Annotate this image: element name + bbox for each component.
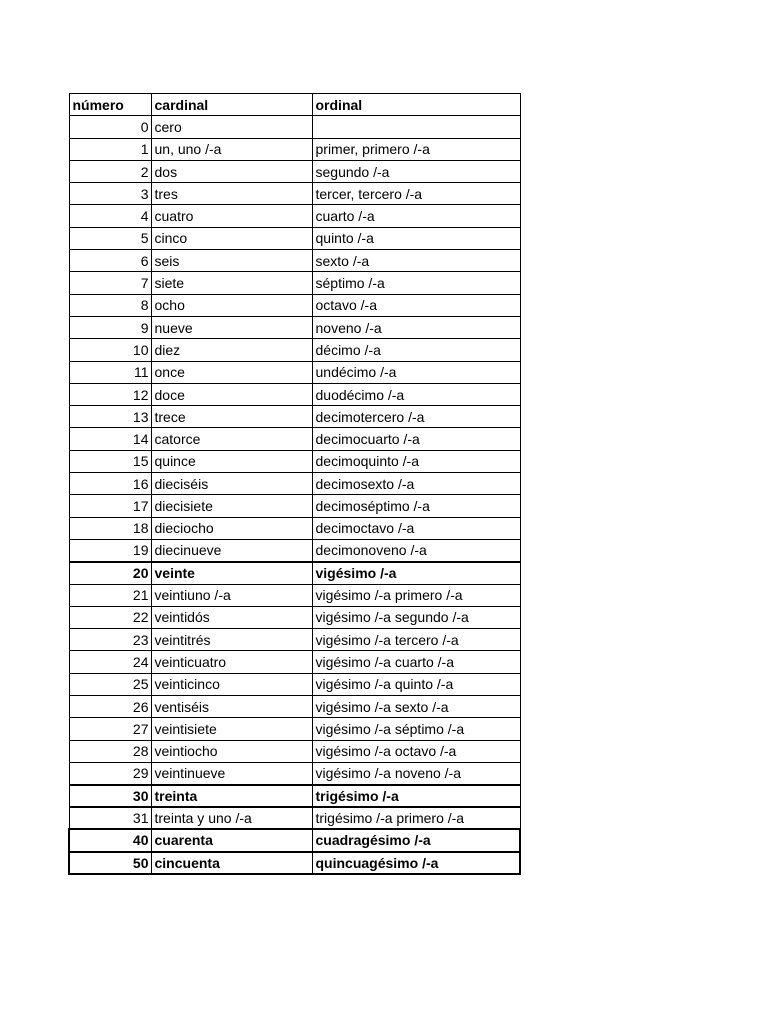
cell-numero: 18 (69, 517, 151, 539)
cell-ordinal: undécimo /-a (312, 361, 520, 383)
spreadsheet-table-container (68, 93, 519, 875)
table-body (69, 116, 520, 874)
cell-ordinal: cuarto /-a (312, 205, 520, 227)
table-row (69, 272, 520, 294)
cell-cardinal: cuatro (151, 205, 312, 227)
table-row (69, 138, 520, 160)
cell-cardinal: veintiocho (151, 740, 312, 762)
table-row (69, 294, 520, 316)
cell-numero: 6 (69, 250, 151, 272)
cell-ordinal: decimosexto /-a (312, 473, 520, 495)
cell-cardinal: veintitrés (151, 629, 312, 651)
cell-numero: 27 (69, 718, 151, 740)
cell-ordinal: quinto /-a (312, 227, 520, 249)
header-cardinal: cardinal (151, 94, 312, 116)
cell-ordinal: sexto /-a (312, 250, 520, 272)
cell-numero: 22 (69, 606, 151, 628)
table-row (69, 629, 520, 651)
cell-numero: 50 (69, 852, 151, 874)
table-row (69, 205, 520, 227)
table-row (69, 183, 520, 205)
cell-cardinal: cero (151, 116, 312, 138)
cell-cardinal: dieciséis (151, 473, 312, 495)
table-row (69, 517, 520, 539)
spanish-numbers-table (68, 93, 521, 875)
cell-cardinal: diez (151, 339, 312, 361)
cell-ordinal: vigésimo /-a (312, 562, 520, 584)
cell-ordinal: vigésimo /-a cuarto /-a (312, 651, 520, 673)
cell-cardinal: quince (151, 450, 312, 472)
cell-numero: 0 (69, 116, 151, 138)
cell-numero: 20 (69, 562, 151, 584)
cell-ordinal: decimoséptimo /-a (312, 495, 520, 517)
cell-cardinal: dieciocho (151, 517, 312, 539)
cell-numero: 29 (69, 762, 151, 784)
table-row (69, 696, 520, 718)
table-row (69, 450, 520, 472)
table-row (69, 718, 520, 740)
cell-cardinal: un, uno /-a (151, 138, 312, 160)
cell-ordinal: cuadragésimo /-a (312, 829, 520, 851)
cell-ordinal: vigésimo /-a tercero /-a (312, 629, 520, 651)
cell-cardinal: veinticinco (151, 673, 312, 695)
cell-cardinal: diecisiete (151, 495, 312, 517)
cell-cardinal: cinco (151, 227, 312, 249)
cell-numero: 3 (69, 183, 151, 205)
cell-cardinal: cuarenta (151, 829, 312, 851)
header-ordinal: ordinal (312, 94, 520, 116)
cell-ordinal: quincuagésimo /-a (312, 852, 520, 874)
cell-numero: 19 (69, 539, 151, 561)
cell-ordinal: noveno /-a (312, 316, 520, 338)
cell-numero: 12 (69, 383, 151, 405)
cell-cardinal: once (151, 361, 312, 383)
table-row (69, 651, 520, 673)
cell-ordinal: duodécimo /-a (312, 383, 520, 405)
cell-numero: 10 (69, 339, 151, 361)
cell-ordinal: tercer, tercero /-a (312, 183, 520, 205)
cell-cardinal: tres (151, 183, 312, 205)
header-row (69, 94, 520, 116)
cell-ordinal: séptimo /-a (312, 272, 520, 294)
cell-numero: 30 (69, 785, 151, 807)
cell-ordinal (312, 116, 520, 138)
cell-ordinal: décimo /-a (312, 339, 520, 361)
cell-numero: 4 (69, 205, 151, 227)
cell-numero: 26 (69, 696, 151, 718)
table-row (69, 584, 520, 606)
cell-numero: 24 (69, 651, 151, 673)
cell-ordinal: decimoquinto /-a (312, 450, 520, 472)
table-row (69, 428, 520, 450)
cell-numero: 25 (69, 673, 151, 695)
cell-numero: 31 (69, 807, 151, 829)
cell-numero: 9 (69, 316, 151, 338)
cell-cardinal: treinta (151, 785, 312, 807)
cell-cardinal: nueve (151, 316, 312, 338)
cell-numero: 14 (69, 428, 151, 450)
cell-ordinal: vigésimo /-a séptimo /-a (312, 718, 520, 740)
cell-ordinal: decimoctavo /-a (312, 517, 520, 539)
table-row (69, 495, 520, 517)
cell-ordinal: decimonoveno /-a (312, 539, 520, 561)
cell-numero: 15 (69, 450, 151, 472)
cell-ordinal: vigésimo /-a quinto /-a (312, 673, 520, 695)
cell-cardinal: veintidós (151, 606, 312, 628)
table-row (69, 673, 520, 695)
cell-numero: 2 (69, 160, 151, 182)
table-row (69, 339, 520, 361)
table-row (69, 807, 520, 829)
cell-numero: 7 (69, 272, 151, 294)
cell-cardinal: catorce (151, 428, 312, 450)
cell-numero: 21 (69, 584, 151, 606)
table-row (69, 406, 520, 428)
cell-ordinal: octavo /-a (312, 294, 520, 316)
table-row (69, 829, 520, 851)
cell-cardinal: ocho (151, 294, 312, 316)
cell-numero: 1 (69, 138, 151, 160)
table-row (69, 250, 520, 272)
cell-ordinal: segundo /-a (312, 160, 520, 182)
cell-ordinal: vigésimo /-a octavo /-a (312, 740, 520, 762)
cell-cardinal: siete (151, 272, 312, 294)
cell-numero: 40 (69, 829, 151, 851)
cell-cardinal: trece (151, 406, 312, 428)
header-numero: número (69, 94, 151, 116)
cell-numero: 17 (69, 495, 151, 517)
cell-ordinal: primer, primero /-a (312, 138, 520, 160)
cell-numero: 16 (69, 473, 151, 495)
cell-ordinal: vigésimo /-a segundo /-a (312, 606, 520, 628)
table-row (69, 539, 520, 561)
cell-ordinal: decimotercero /-a (312, 406, 520, 428)
cell-numero: 5 (69, 227, 151, 249)
table-row (69, 562, 520, 584)
cell-numero: 13 (69, 406, 151, 428)
cell-numero: 11 (69, 361, 151, 383)
table-row (69, 227, 520, 249)
cell-numero: 28 (69, 740, 151, 762)
cell-cardinal: veintiuno /-a (151, 584, 312, 606)
cell-cardinal: dos (151, 160, 312, 182)
cell-ordinal: decimocuarto /-a (312, 428, 520, 450)
cell-ordinal: trigésimo /-a primero /-a (312, 807, 520, 829)
cell-cardinal: veintinueve (151, 762, 312, 784)
table-row (69, 762, 520, 784)
cell-cardinal: seis (151, 250, 312, 272)
table-row (69, 606, 520, 628)
cell-ordinal: vigésimo /-a primero /-a (312, 584, 520, 606)
table-row (69, 383, 520, 405)
table-row (69, 116, 520, 138)
table-row (69, 473, 520, 495)
cell-ordinal: trigésimo /-a (312, 785, 520, 807)
table-row (69, 785, 520, 807)
cell-ordinal: vigésimo /-a noveno /-a (312, 762, 520, 784)
table-row (69, 316, 520, 338)
table-row (69, 361, 520, 383)
cell-cardinal: ventiséis (151, 696, 312, 718)
cell-cardinal: diecinueve (151, 539, 312, 561)
cell-cardinal: treinta y uno /-a (151, 807, 312, 829)
cell-cardinal: doce (151, 383, 312, 405)
cell-ordinal: vigésimo /-a sexto /-a (312, 696, 520, 718)
cell-cardinal: cincuenta (151, 852, 312, 874)
cell-cardinal: veinticuatro (151, 651, 312, 673)
cell-cardinal: veintisiete (151, 718, 312, 740)
cell-numero: 8 (69, 294, 151, 316)
cell-cardinal: veinte (151, 562, 312, 584)
table-row (69, 852, 520, 874)
table-row (69, 740, 520, 762)
table-row (69, 160, 520, 182)
cell-numero: 23 (69, 629, 151, 651)
